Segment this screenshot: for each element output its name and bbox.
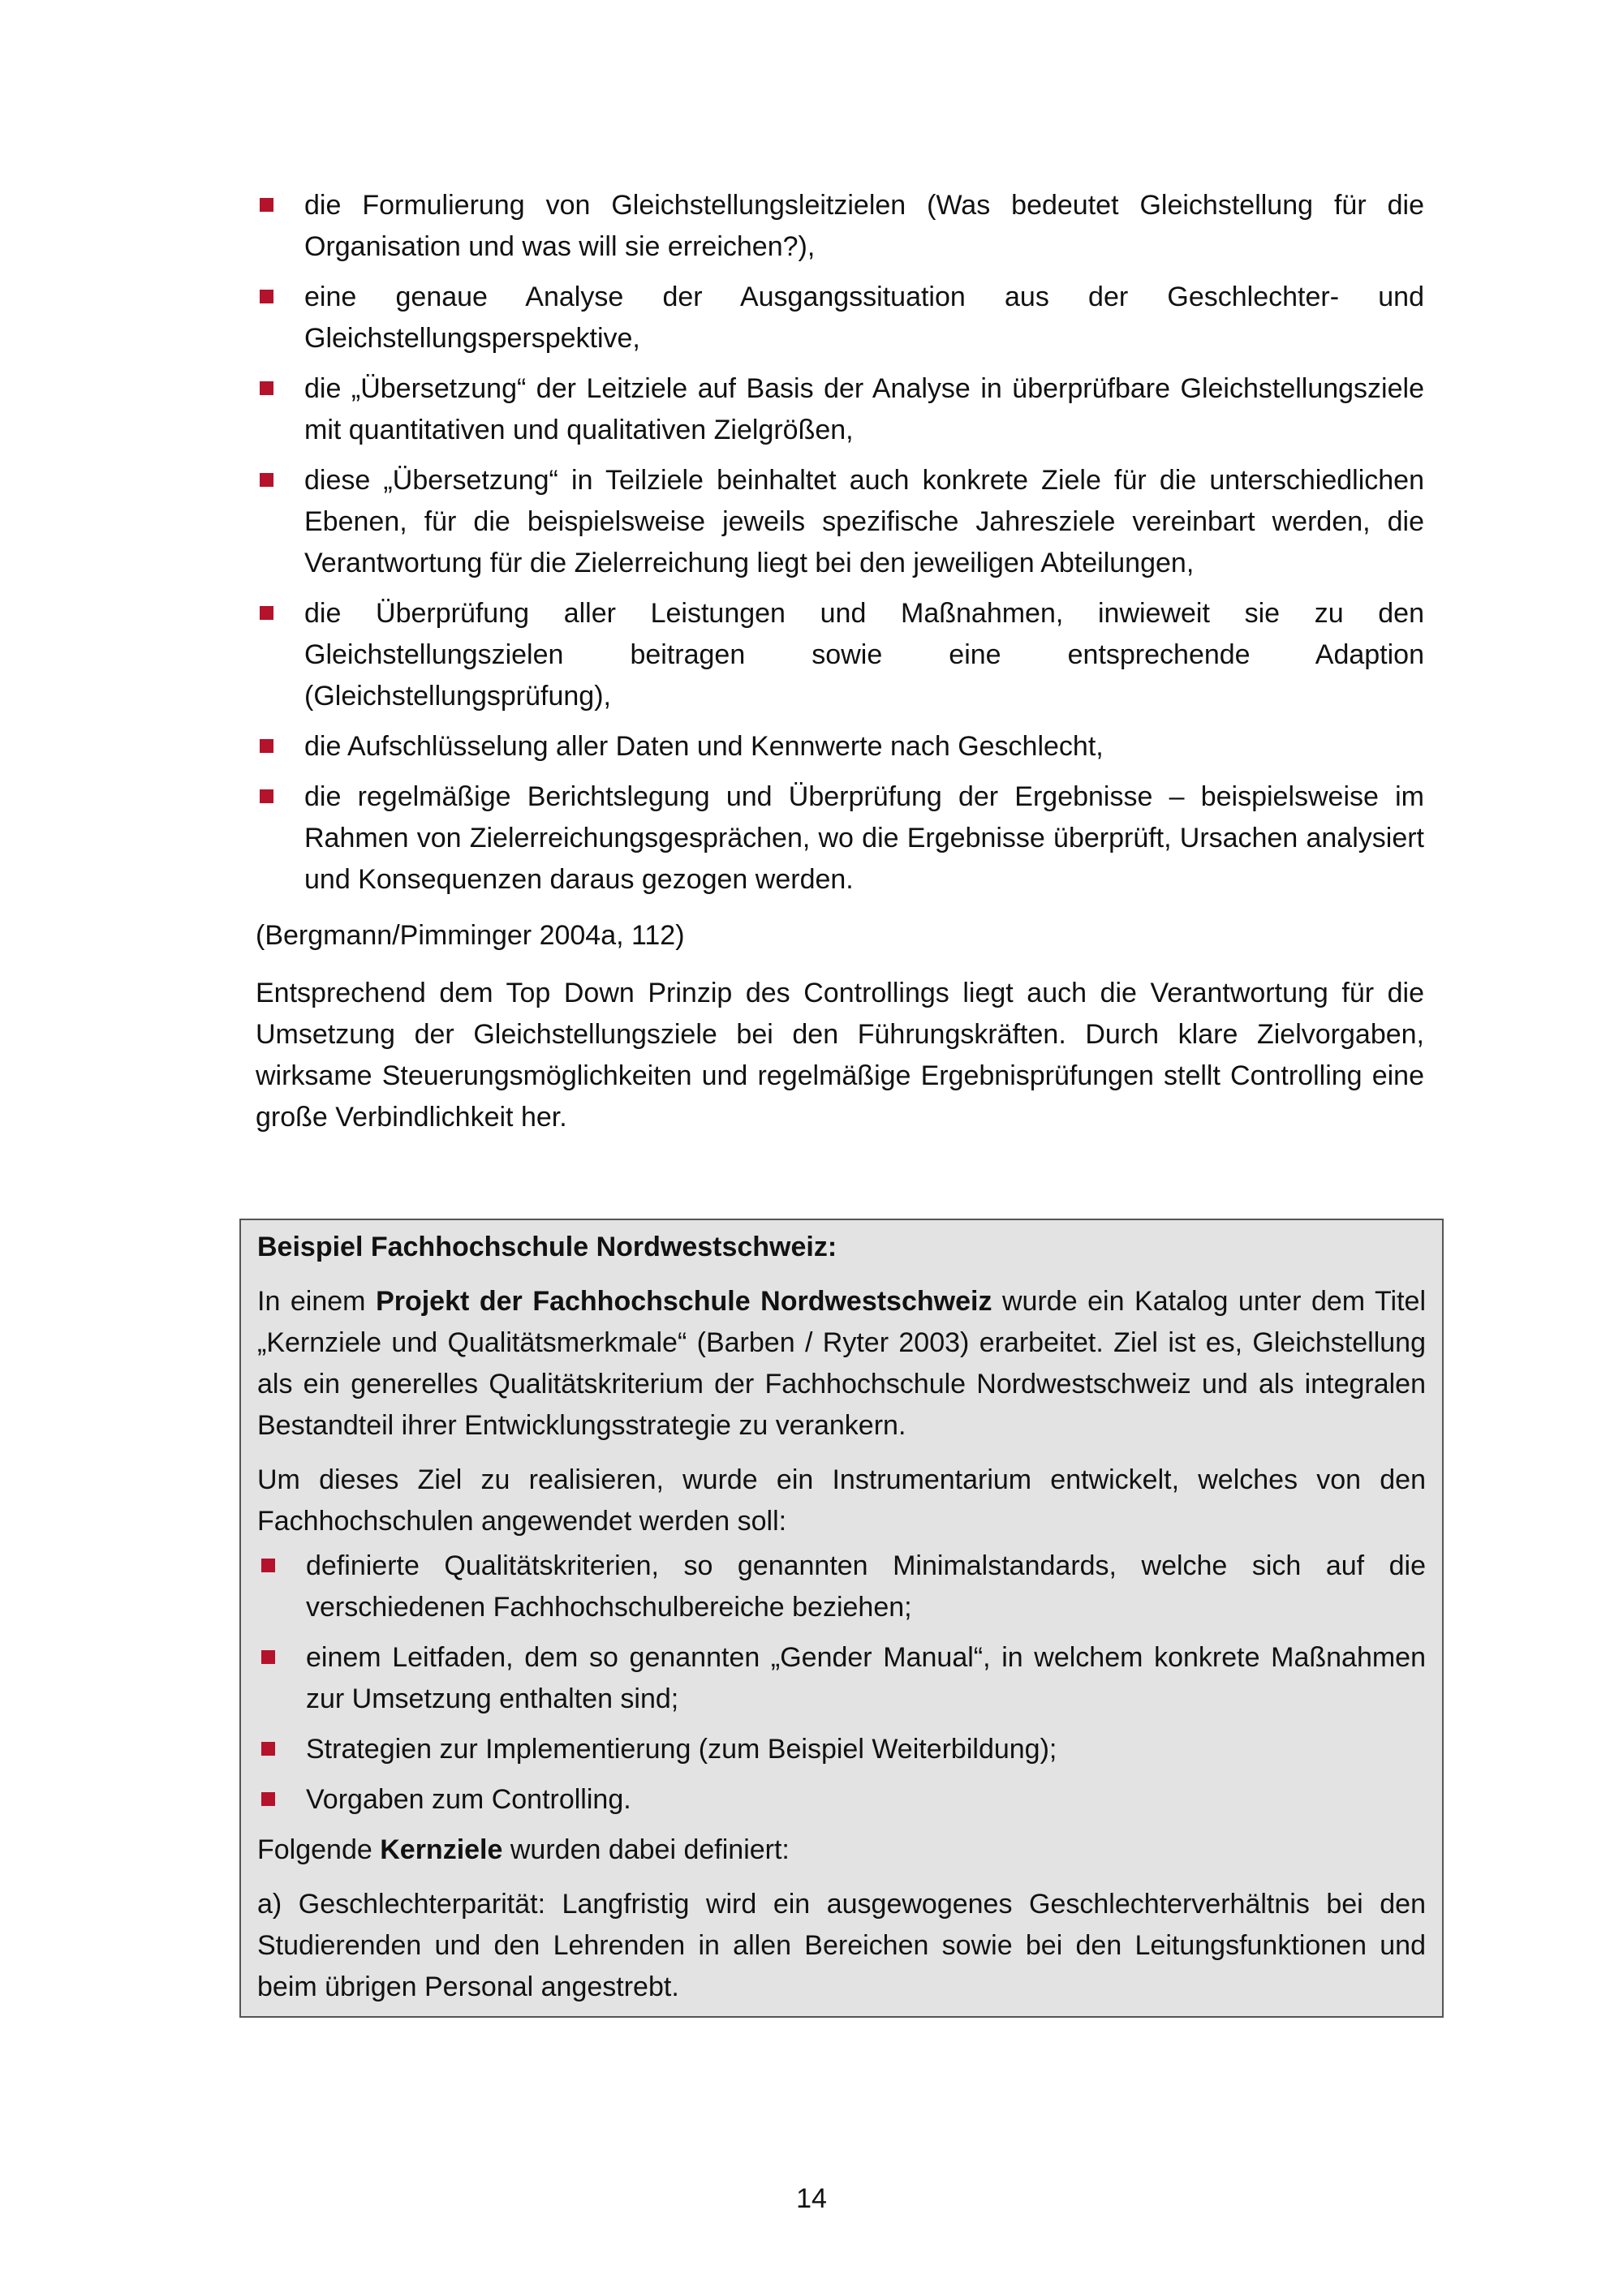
example-intro-paragraph [257,1281,1426,1447]
list-item-text: die regelmäßige Berichtslegung und Überprüfung der Ergebnisse – beispielsweise im Rahmen von Zielerreichungsgesprächen, wo die Ergebnisse überprüft, Ursachen analysiert und Konsequenzen daraus gezogen werden. [304,781,1424,895]
intro-suffix: wurde ein Katalog unter dem Titel „Kernziele und Qualitätsmerkmale“ (Barben / Ryter 2003) erarbeitet. Ziel ist es, Gleichstellung als ein generelles Qualitätskriterium der Fachhochschule Nordwestschweiz und als integralen Bestandteil ihrer Entwicklungsstrategie zu verankern. [257,1286,1427,1441]
list-item-text: Vorgaben zum Controlling. [306,1784,631,1815]
goals-intro [257,1829,1426,1871]
list-item-text: eine genaue Analyse der Ausgangssituation aus der Geschlechter- und Gleichstellungsperspektive, [304,282,1424,354]
list-item [256,185,1424,268]
body-paragraph: Entsprechend dem Top Down Prinzip des Controllings liegt auch die Verantwortung für die Umsetzung der Gleichstellungsziele bei den Führungskräften. Durch klare Zielvorgaben, wirksame Steuerungsmöglichkeiten und regelmäßige Ergebnisprüfungen stellt Controlling eine große Verbindlichkeit her. [256,978,1424,1133]
list-item [257,1779,1426,1821]
square-bullet-icon [261,1559,275,1572]
list-item [256,277,1424,359]
intro-prefix: In einem [257,1286,377,1317]
list-item-text: diese „Übersetzung“ in Teilziele beinhaltet auch konkrete Ziele für die unterschiedlichen Ebenen, für die beispielsweise jeweils spezifische Jahresziele vereinbart werden, die Verantwortung für die Zielerreichung liegt bei den jeweiligen Abteilungen, [304,465,1424,578]
goal-a-paragraph: a) Geschlechterparität: Langfristig wird ein ausgewogenes Geschlechterverhältnis bei den Studierenden und den Lehrenden in allen Bereichen sowie bei den Leitungsfunktionen und beim übrigen Personal angestrebt. [257,1889,1426,2002]
list-item-text: die Überprüfung aller Leistungen und Maßnahmen, inwieweit sie zu den Gleichstellungszielen beitragen sowie eine entsprechende Adaption (Gleichstellungsprüfung), [304,598,1424,712]
square-bullet-icon [261,1650,275,1664]
square-bullet-icon [260,606,273,620]
list-item-text: die Formulierung von Gleichstellungsleitzielen (Was bedeutet Gleichstellung für die Organisation und was will sie erreichen?), [304,190,1424,262]
square-bullet-icon [260,739,273,753]
list-item-text: einem Leitfaden, dem so genannten „Gender Manual“, in welchem konkrete Maßnahmen zur Umsetzung enthalten sind; [306,1642,1426,1714]
example-realize-paragraph: Um dieses Ziel zu realisieren, wurde ein Instrumentarium entwickelt, welches von den Fachhochschulen angewendet werden soll: [257,1464,1426,1537]
list-item-text: die „Übersetzung“ der Leitziele auf Basis der Analyse in überprüfbare Gleichstellungsziele mit quantitativen und qualitativen Zielgrößen, [304,373,1424,445]
list-item [256,460,1424,584]
goals-keyword: Kernziele [380,1834,503,1865]
intro-project-name: Projekt der Fachhochschule Nordwestschweiz [376,1286,992,1317]
goals-suffix: wurden dabei definiert: [502,1834,790,1865]
square-bullet-icon [260,198,273,212]
goals-prefix: Folgende [257,1834,381,1865]
list-item [256,593,1424,717]
square-bullet-icon [261,1742,275,1756]
list-item [256,726,1424,767]
list-item [257,1637,1426,1720]
list-item-text: definierte Qualitätskriterien, so genannten Minimalstandards, welche sich auf die verschiedenen Fachhochschulbereiche beziehen; [306,1550,1426,1623]
list-item [256,368,1424,451]
main-content [256,185,1424,1138]
page-number: 14 [796,2183,827,2214]
list-item [256,776,1424,901]
list-item-text: die Aufschlüsselung aller Daten und Kennwerte nach Geschlecht, [304,731,1104,762]
square-bullet-icon [260,381,273,395]
example-bullet-list [257,1546,1426,1821]
example-box-title: Beispiel Fachhochschule Nordwestschweiz: [257,1232,837,1262]
square-bullet-icon [260,789,273,803]
square-bullet-icon [261,1792,275,1806]
list-item-text: Strategien zur Implementierung (zum Beispiel Weiterbildung); [306,1734,1057,1765]
list-item [257,1729,1426,1770]
square-bullet-icon [260,290,273,303]
list-item [257,1546,1426,1628]
example-box [239,1219,1444,2018]
citation: (Bergmann/Pimminger 2004a, 112) [256,920,685,951]
top-bullet-list [256,185,1424,901]
square-bullet-icon [260,473,273,487]
